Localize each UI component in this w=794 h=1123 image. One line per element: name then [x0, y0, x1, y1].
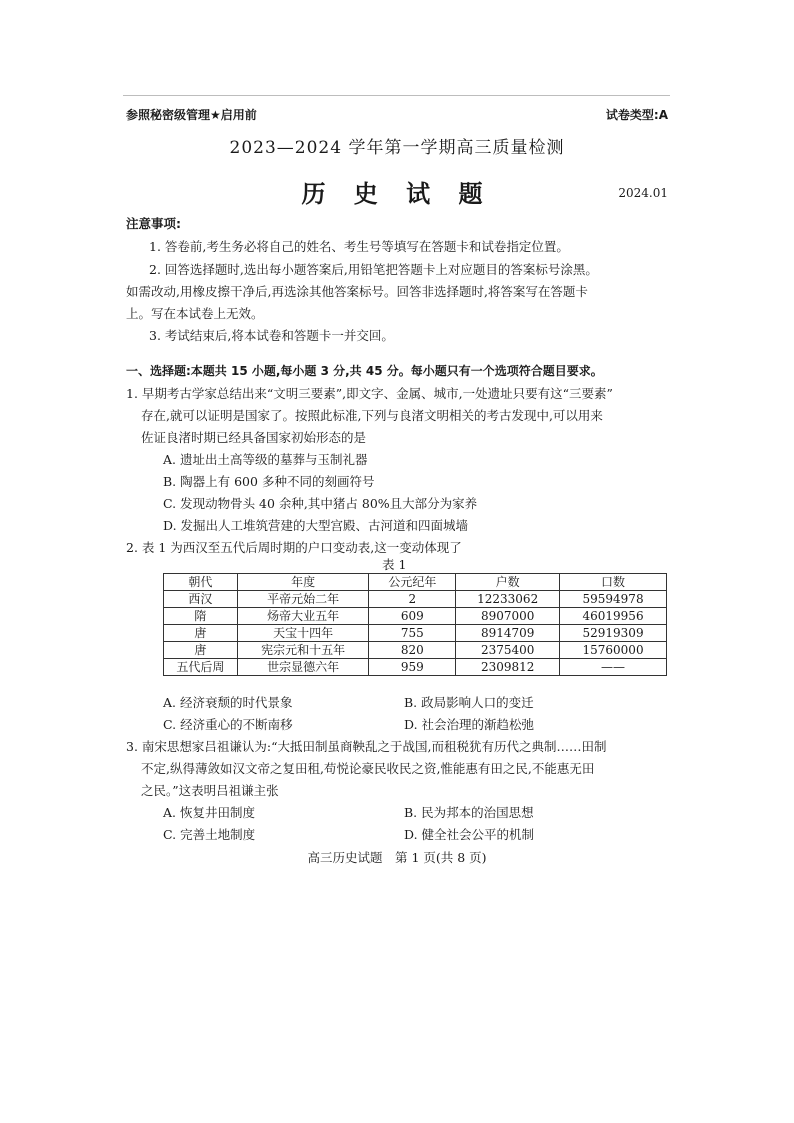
section-heading: 一、选择题:本题共 15 小题,每小题 3 分,共 45 分。每小题只有一个选项符合题目要求。	[126, 364, 603, 378]
table-cell: 2309812	[456, 659, 560, 676]
table-row	[164, 642, 667, 659]
table-cell: 46019956	[560, 608, 667, 625]
exam-subtitle: 2023—2024 学年第一学期高三质量检测	[229, 138, 565, 158]
note-line: 2. 回答选择题时,选出每小题答案后,用铅笔把答题卡上对应题目的答案标号涂黑。	[149, 262, 598, 277]
paper-type-label: 试卷类型:A	[605, 108, 668, 122]
note-line: 如需改动,用橡皮擦干净后,再选涂其他答案标号。回答非选择题时,将答案写在答题卡	[126, 284, 588, 299]
table-cell: 609	[369, 608, 456, 625]
note-line: 1. 答卷前,考生务必将自己的姓名、考生号等填写在答题卡和试卷指定位置。	[149, 239, 569, 254]
table-cell: 755	[369, 625, 456, 642]
table-cell: 天宝十四年	[237, 625, 369, 642]
table-cell: 隋	[164, 608, 238, 625]
table-cell: 2	[369, 591, 456, 608]
table-cell: 2375400	[456, 642, 560, 659]
q3-option: C. 完善土地制度	[163, 827, 256, 842]
page-footer: 高三历史试题 第 1 页(共 8 页)	[307, 850, 487, 865]
table-header-cell: 户数	[456, 574, 560, 591]
q1-option: B. 陶器上有 600 多种不同的刻画符号	[163, 474, 375, 489]
table-caption: 表 1	[382, 557, 407, 572]
table-header-cell: 朝代	[164, 574, 238, 591]
table-cell: 12233062	[456, 591, 560, 608]
top-rule	[123, 95, 670, 96]
q3-option: A. 恢复井田制度	[163, 805, 255, 820]
table-cell: 唐	[164, 625, 238, 642]
table-row	[164, 625, 667, 642]
table-cell: 宪宗元和十五年	[237, 642, 369, 659]
table-cell: 8914709	[456, 625, 560, 642]
secret-label: 参照秘密级管理★启用前	[126, 108, 257, 122]
q3-option: B. 民为邦本的治国思想	[404, 805, 534, 820]
q3-option: D. 健全社会公平的机制	[404, 827, 535, 842]
q3-stem-line: 3. 南宋思想家吕祖谦认为:“大抵田制虽商鞅乱之于战国,而租税犹有历代之典制……田制	[126, 739, 607, 754]
q1-stem-line: 存在,就可以证明是国家了。按照此标准,下列与良渚文明相关的考古发现中,可以用来	[141, 408, 603, 423]
table-header-cell: 口数	[560, 574, 667, 591]
q1-option: D. 发掘出人工堆筑营建的大型宫殿、古河道和四面城墙	[163, 518, 469, 533]
q2-option: A. 经济衰颓的时代景象	[163, 695, 293, 710]
note-line: 上。写在本试卷上无效。	[126, 306, 264, 321]
table-cell: 世宗显德六年	[237, 659, 369, 676]
q1-option: A. 遗址出土高等级的墓葬与玉制礼器	[163, 452, 368, 467]
table-cell: 15760000	[560, 642, 667, 659]
q1-option: C. 发现动物骨头 40 余种,其中猪占 80%且大部分为家养	[163, 496, 478, 511]
table-cell: 五代后周	[164, 659, 238, 676]
table-cell: 平帝元始二年	[237, 591, 369, 608]
note-line: 3. 考试结束后,将本试卷和答题卡一并交回。	[149, 328, 394, 343]
table-row	[164, 659, 667, 676]
exam-date: 2024.01	[618, 186, 668, 200]
table-cell: 炀帝大业五年	[237, 608, 369, 625]
table-header-cell: 公元纪年	[369, 574, 456, 591]
q2-option: B. 政局影响人口的变迁	[404, 695, 534, 710]
q2-option: C. 经济重心的不断南移	[163, 717, 293, 732]
table-cell: 西汉	[164, 591, 238, 608]
q2-option: D. 社会治理的渐趋松弛	[404, 717, 535, 732]
q2-stem: 2. 表 1 为西汉至五代后周时期的户口变动表,这一变动体现了	[126, 540, 462, 555]
table-cell: 唐	[164, 642, 238, 659]
table-header-cell: 年度	[237, 574, 369, 591]
table-header-row	[164, 574, 667, 591]
notes-heading: 注意事项:	[126, 216, 181, 231]
q1-stem-line: 佐证良渚时期已经具备国家初始形态的是	[141, 430, 367, 445]
table-row	[164, 591, 667, 608]
table-cell: 8907000	[456, 608, 560, 625]
table-cell: ——	[560, 659, 667, 676]
exam-title: 历 史 试 题	[301, 180, 493, 208]
table-row	[164, 608, 667, 625]
q1-stem-line: 1. 早期考古学家总结出来“文明三要素”,即文字、金属、城市,一处遗址只要有这“三要素”	[126, 386, 613, 401]
q3-stem-line: 之民。”这表明吕祖谦主张	[141, 783, 279, 798]
household-table	[163, 573, 667, 676]
table-cell: 959	[369, 659, 456, 676]
table-cell: 52919309	[560, 625, 667, 642]
table-cell: 59594978	[560, 591, 667, 608]
table-cell: 820	[369, 642, 456, 659]
q3-stem-line: 不定,纵得薄敛如汉文帝之复田租,苟悦论豪民收民之资,惟能惠有田之民,不能惠无田	[141, 761, 595, 776]
